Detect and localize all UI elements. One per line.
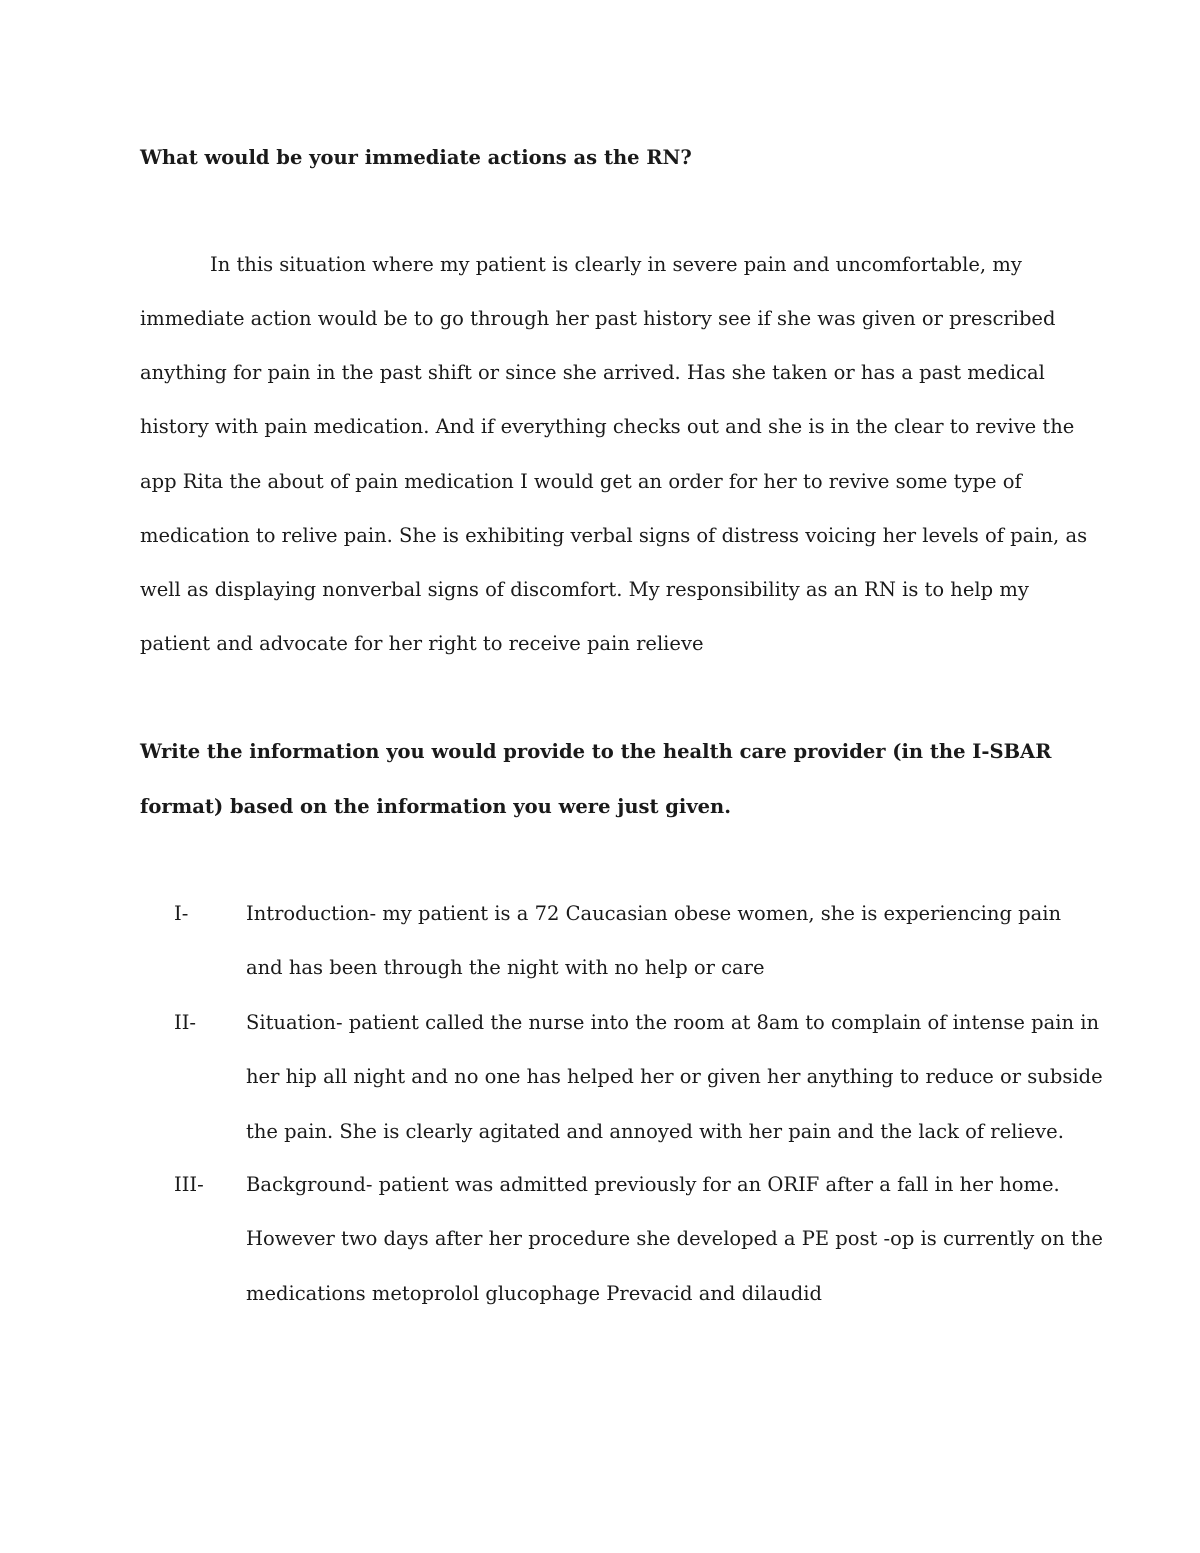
- answer-1-line: medication to relive pain. She is exhibiting verbal signs of distress voicing her levels of pain, as: [140, 524, 1088, 547]
- question-2-heading: Write the information you would provide to the health care provider (in the I-SBAR: [140, 740, 1052, 763]
- list-item-line: the pain. She is clearly agitated and annoyed with her pain and the lack of relieve.: [246, 1120, 1064, 1143]
- list-marker: II-: [174, 1011, 196, 1034]
- answer-1-line: In this situation where my patient is clearly in severe pain and uncomfortable, my: [210, 253, 1022, 276]
- list-item-line: medications metoprolol glucophage Prevacid and dilaudid: [246, 1282, 822, 1305]
- question-1-heading: What would be your immediate actions as the RN?: [140, 146, 692, 169]
- answer-1-line: anything for pain in the past shift or since she arrived. Has she taken or has a past medical: [140, 361, 1045, 384]
- list-item-line: and has been through the night with no help or care: [246, 956, 765, 979]
- list-item-line: Background- patient was admitted previously for an ORIF after a fall in her home.: [246, 1173, 1060, 1196]
- list-item-line: Introduction- my patient is a 72 Caucasian obese women, she is experiencing pain: [246, 902, 1062, 925]
- answer-1-line: history with pain medication. And if everything checks out and she is in the clear to revive the: [140, 415, 1075, 438]
- answer-1-line: immediate action would be to go through her past history see if she was given or prescribed: [140, 307, 1056, 330]
- answer-1-line: well as displaying nonverbal signs of discomfort. My responsibility as an RN is to help my: [140, 578, 1029, 601]
- list-item-line: her hip all night and no one has helped her or given her anything to reduce or subside: [246, 1065, 1103, 1088]
- list-marker: I-: [174, 902, 189, 925]
- answer-1-line: patient and advocate for her right to receive pain relieve: [140, 632, 704, 655]
- list-marker: III-: [174, 1173, 204, 1196]
- list-item-line: Situation- patient called the nurse into the room at 8am to complain of intense pain in: [246, 1011, 1100, 1034]
- list-item-line: However two days after her procedure she developed a PE post -op is currently on the: [246, 1227, 1103, 1250]
- answer-1-line: app Rita the about of pain medication I would get an order for her to revive some type of: [140, 470, 1022, 493]
- question-2-heading: format) based on the information you were just given.: [140, 795, 732, 818]
